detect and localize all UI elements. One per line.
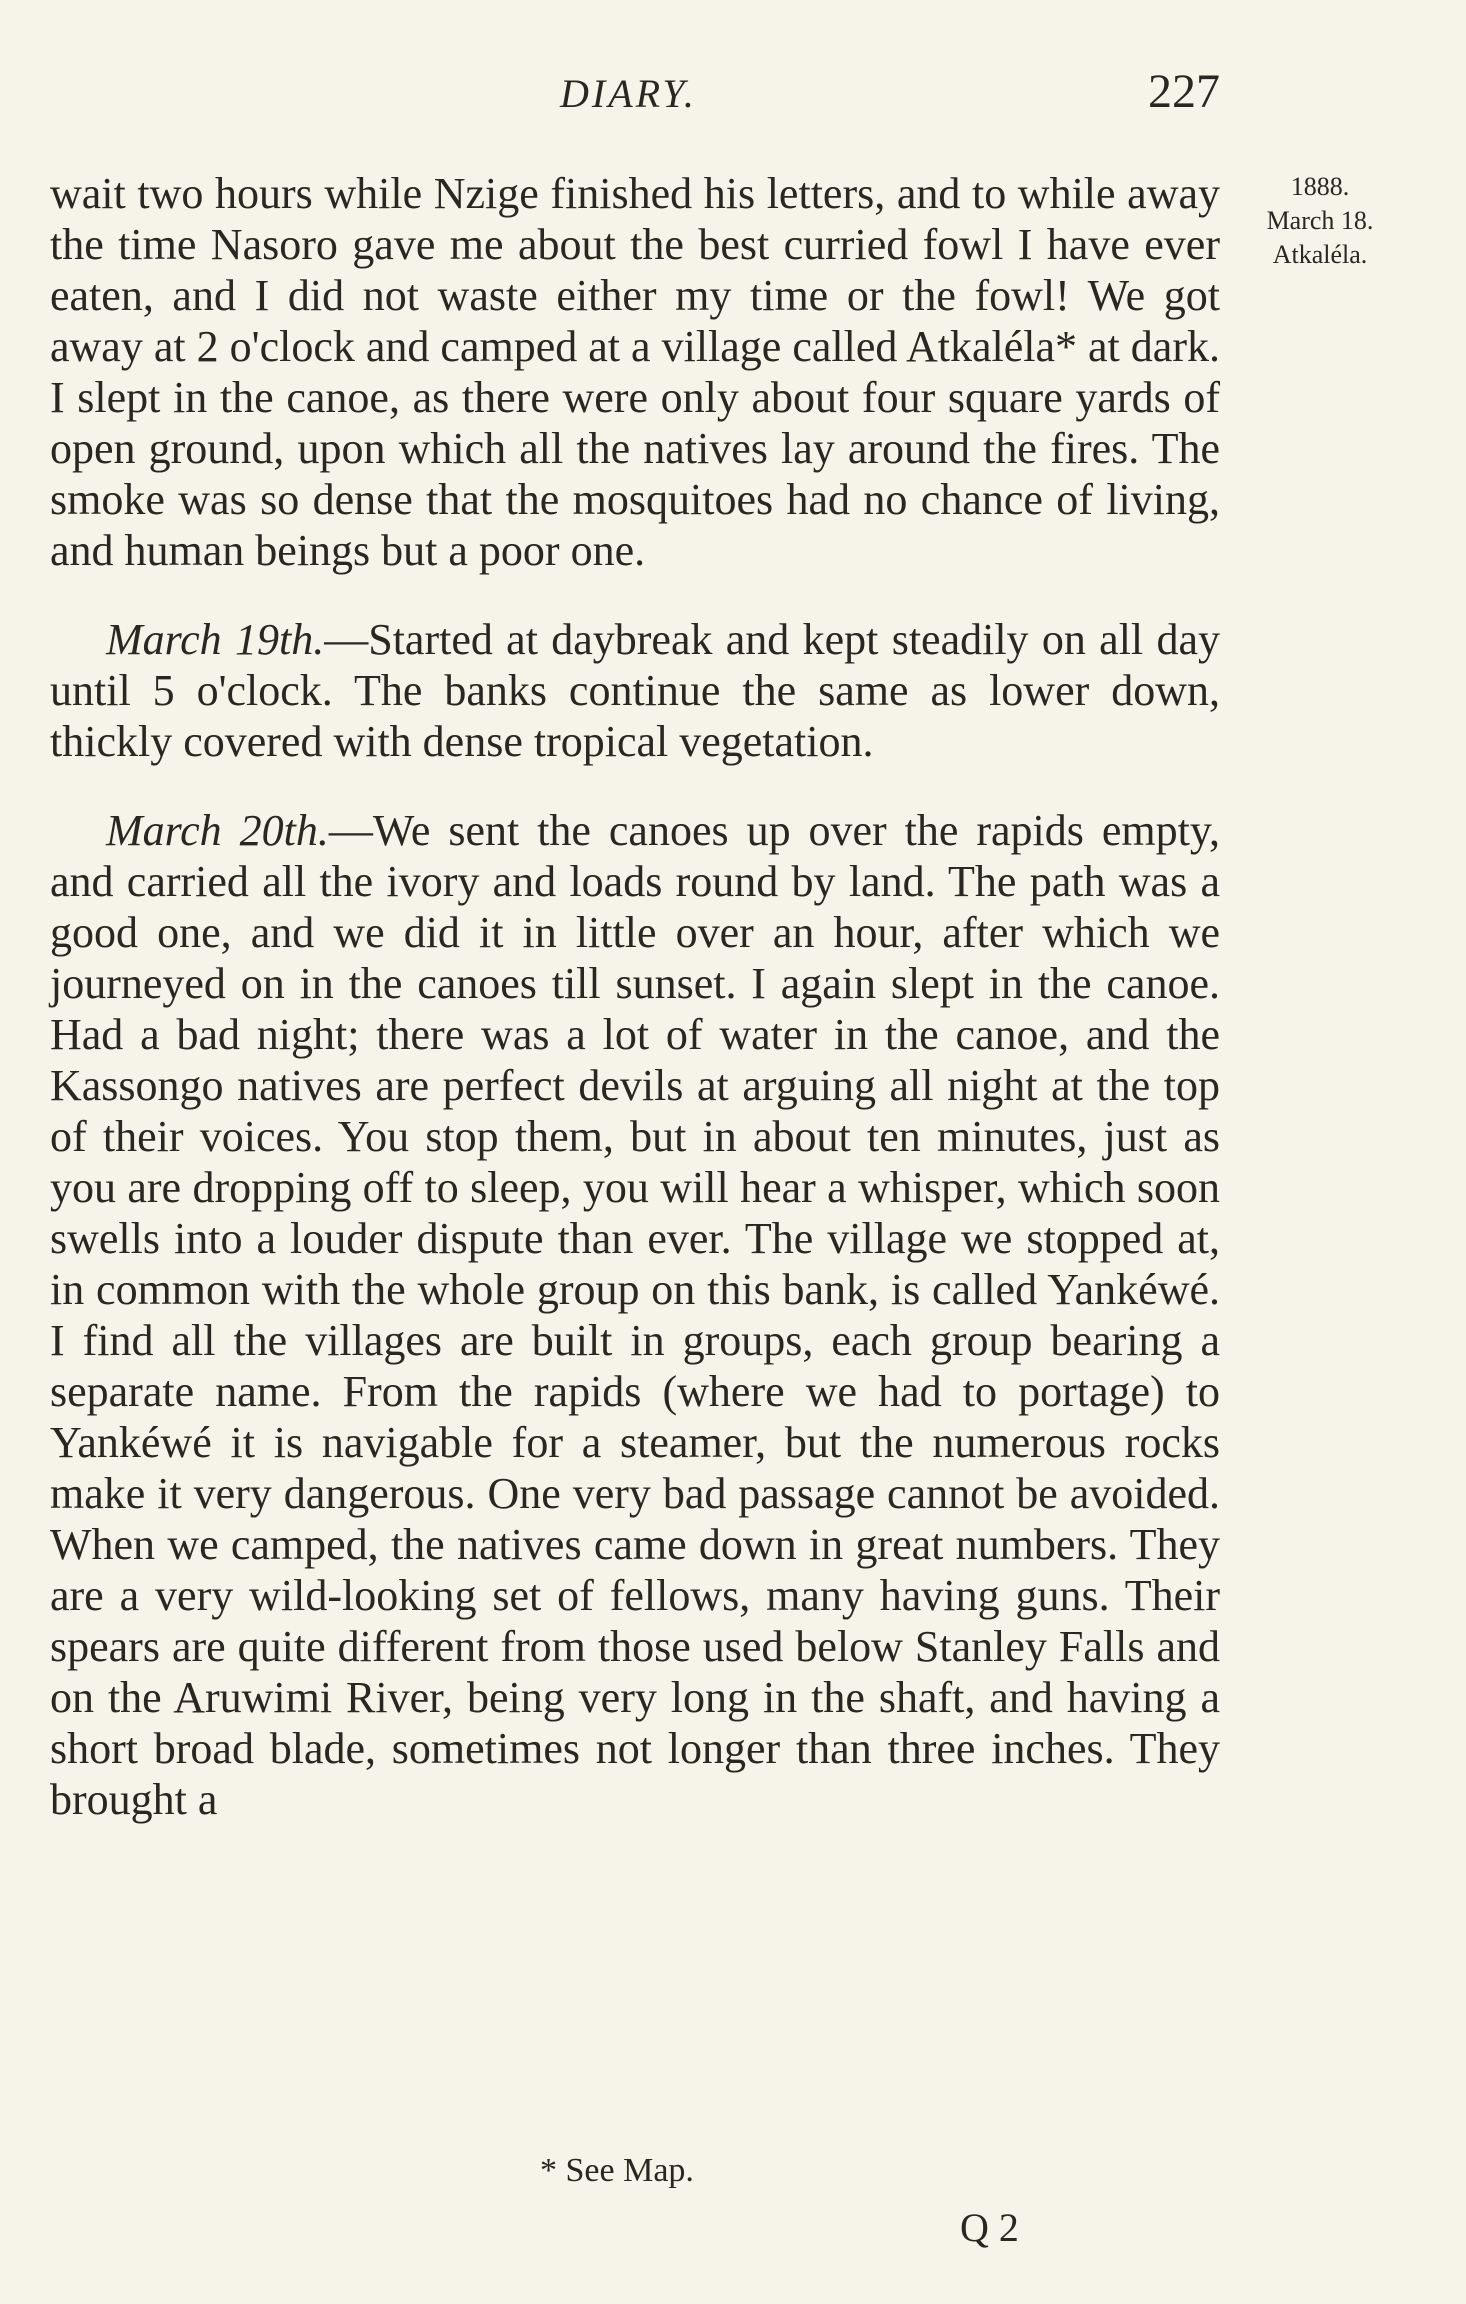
margin-note-place: Atkaléla. [1272,240,1368,269]
diary-entry-march-20 [50,805,1220,1825]
margin-note-date: March 18. [1266,206,1374,235]
margin-note-year: 1888. [1290,172,1350,201]
page-number: 227 [1148,65,1220,118]
signature-mark: Q 2 [960,2205,1019,2250]
footnote: * See Map. [540,2152,694,2189]
entry-text: —We sent the canoes up over the rapids empty, and carried all the ivory and loads round by land. The path was a good one, and we did it in little over an hour, after which we journeyed on in the canoes till sunset. I again slept in the canoe. Had a bad night; there was a lot of water in the canoe, and the Kassongo natives are perfect devils at arguing all night at the top of their voices. You stop them, but in about ten minutes, just as you are dropping off to sleep, you will hear a whisper, which soon swells into a louder dispute than ever. The village we stopped at, in common with the whole group on this bank, is called Yankéwé. I find all the villages are built in groups, each group bearing a separate name. From the rapids (where we had to portage) to Yankéwé it is navigable for a steamer, but the numerous rocks make it very dangerous. One very bad passage cannot be avoided. When we camped, the natives came down in great numbers. They are a very wild-looking set of fellows, many having guns. Their spears are quite different from those used below Stanley Falls and on the Aruwimi River, being very long in the shaft, and having a short broad blade, sometimes not longer than three inches. They brought a [50,806,1220,1824]
body-text [50,168,1220,1863]
entry-text: —Started at daybreak and kept steadily on all day until 5 o'clock. The banks continue the same as lower down, thickly covered with dense tropical vegetation. [50,615,1220,766]
diary-entry-march-19 [50,614,1220,767]
running-head: DIARY. [560,71,697,116]
paragraph-continuation: wait two hours while Nzige finished his letters, and to while away the time Nasoro gave me about the best curried fowl I have ever eaten, and I did not waste either my time or the fowl! We got away at 2 o'clock and camped at a village called Atkaléla* at dark. I slept in the canoe, as there were only about four square yards of open ground, upon which all the natives lay around the fires. The smoke was so dense that the mosquitoes had no chance of living, and human beings but a poor one. [50,169,1220,575]
entry-date: March 20th. [106,806,329,855]
entry-date: March 19th. [106,615,325,664]
page-header [50,64,1220,124]
margin-note [1240,170,1400,272]
